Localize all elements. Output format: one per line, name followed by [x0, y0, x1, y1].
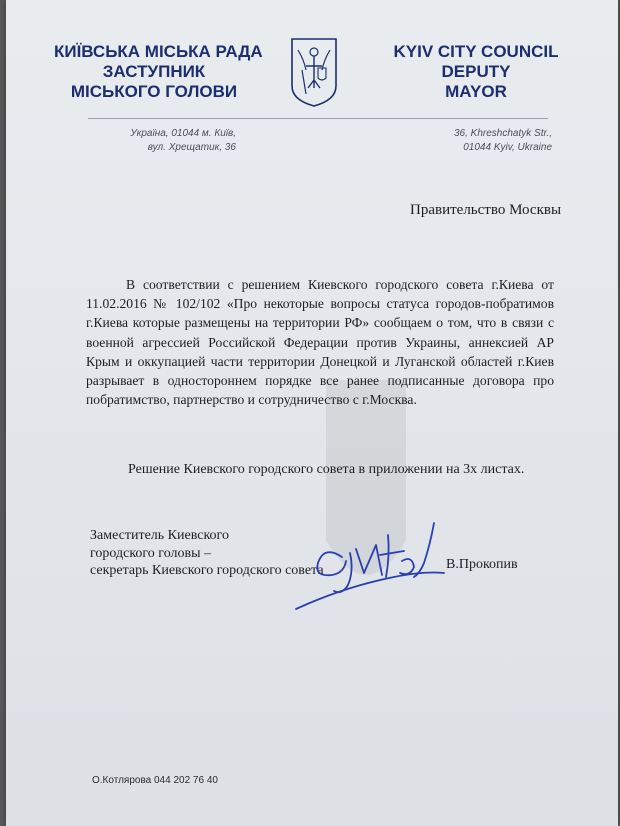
body-line: г.Киева которые размещены на территории РФ» сообщаем о том, что в связи с [86, 315, 554, 331]
header-right-line: DEPUTY [441, 62, 511, 81]
header-divider [88, 118, 548, 119]
header-right-line: KYIV CITY COUNCIL [393, 42, 559, 61]
address-right-line: 36, Khreshchatyk Str., [453, 128, 552, 139]
address-left-line: Україна, 01044 м. Київ, [130, 128, 236, 139]
address-left [66, 127, 236, 155]
body-line: разрывает в одностороннем порядке все ранее подписанные договора про [86, 373, 554, 389]
address-left-line: вул. Хрещатик, 36 [147, 142, 236, 153]
body-line: побратимство, партнерство и сотрудничество с г.Москва. [86, 392, 417, 408]
letter-page [6, 0, 618, 826]
body-line: Крым и оккупацией части территории Донецкой и Луганской областей г.Киев [86, 353, 554, 369]
body-line: 11.02.2016 № 102/102 «Про некоторые вопросы статуса городов-побратимов [86, 296, 554, 312]
header-left-line: МІСЬКОГО ГОЛОВИ [70, 82, 238, 101]
header-right [386, 42, 566, 102]
header-left-line: КИЇВСЬКА МІСЬКА РАДА [54, 42, 263, 61]
header-left [54, 42, 263, 102]
letter-body [86, 275, 554, 409]
header-right-line: MAYOR [445, 82, 507, 101]
footer-contact: О.Котлярова 044 202 76 40 [92, 775, 218, 786]
address-right [422, 127, 552, 155]
recipient: Правительство Москвы [410, 202, 562, 218]
signer-title-line: секретарь Киевского городского совета [90, 563, 324, 578]
header-left-line: ЗАСТУПНИК [102, 62, 206, 81]
signer-title-line: городского головы – [90, 545, 212, 561]
kyiv-coat-of-arms-icon [288, 36, 340, 108]
annex-note: Решение Киевского городского совета в приложении на 3х листах. [128, 462, 525, 477]
signer-title-line: Заместитель Киевского [90, 528, 229, 543]
signer-name: В.Прокопив [446, 557, 518, 572]
body-line: В соответствии с решением Киевского городского совета г.Киева от [126, 277, 554, 292]
address-right-line: 01044 Kyiv, Ukraine [463, 142, 552, 153]
handwritten-signature [284, 515, 454, 615]
body-line: военной агрессией Российской Федерации против Украины, аннексией АР [86, 334, 554, 350]
